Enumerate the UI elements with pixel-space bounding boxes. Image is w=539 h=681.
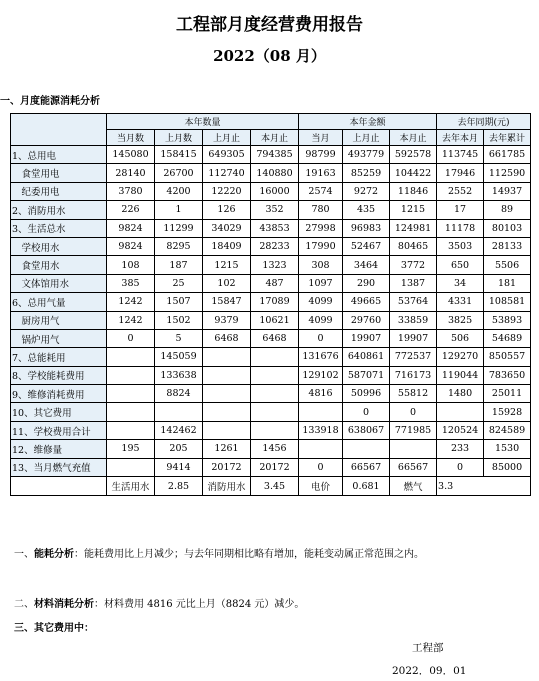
table-cell: 226 — [107, 201, 155, 219]
table-row — [11, 458, 531, 476]
table-cell: 4816 — [299, 385, 343, 403]
table-row — [11, 440, 531, 458]
price-value-cell: 3.45 — [251, 477, 299, 496]
row-label: 文体馆用水 — [11, 274, 107, 292]
table-cell — [251, 348, 299, 366]
table-cell: 108581 — [484, 293, 531, 311]
table-cell: 1215 — [203, 256, 251, 274]
table-cell: 187 — [155, 256, 203, 274]
row-label: 3、生活总水 — [11, 219, 107, 237]
table-cell — [107, 458, 155, 476]
signature-department: 工程部 — [412, 642, 444, 654]
table-cell: 120524 — [437, 421, 484, 439]
table-cell: 27998 — [299, 219, 343, 237]
table-cell: 98799 — [299, 146, 343, 164]
table-cell: 1215 — [390, 201, 437, 219]
table-cell: 4099 — [299, 293, 343, 311]
row-label: 7、总能耗用 — [11, 348, 107, 366]
header-corner-cell — [11, 114, 107, 146]
table-row — [11, 256, 531, 274]
table-cell: 17089 — [251, 293, 299, 311]
row-label: 13、当月燃气充值 — [11, 458, 107, 476]
unit-price-row — [11, 477, 531, 496]
group-header-amount: 本年金额 — [299, 114, 437, 130]
table-cell: 5506 — [484, 256, 531, 274]
table-cell — [299, 440, 343, 458]
table-cell: 108 — [107, 256, 155, 274]
table-cell: 487 — [251, 274, 299, 292]
row-label: 食堂用水 — [11, 256, 107, 274]
group-header-last-year: 去年同期(元) — [437, 114, 531, 130]
table-cell: 1530 — [484, 440, 531, 458]
table-cell: 9414 — [155, 458, 203, 476]
sub-header-cell: 上月止 — [343, 130, 390, 146]
energy-table — [10, 113, 531, 496]
table-cell: 43853 — [251, 219, 299, 237]
energy-analysis-paragraph — [14, 545, 424, 560]
table-row — [11, 201, 531, 219]
table-cell: 17946 — [437, 164, 484, 182]
table-cell: 0 — [107, 329, 155, 347]
table-cell: 15928 — [484, 403, 531, 421]
table-cell — [437, 403, 484, 421]
table-cell: 8824 — [155, 385, 203, 403]
table-cell — [203, 421, 251, 439]
table-cell: 142462 — [155, 421, 203, 439]
table-row — [11, 146, 531, 164]
price-label-cell: 燃气 — [390, 477, 437, 496]
material-analysis-paragraph — [14, 595, 304, 610]
table-cell: 26700 — [155, 164, 203, 182]
report-period: 2022（08 月） — [213, 47, 326, 65]
table-cell: 18409 — [203, 237, 251, 255]
table-cell: 133918 — [299, 421, 343, 439]
table-cell: 9824 — [107, 237, 155, 255]
table-row — [11, 311, 531, 329]
table-cell: 1242 — [107, 311, 155, 329]
table-cell: 126 — [203, 201, 251, 219]
table-cell: 0 — [299, 458, 343, 476]
table-cell: 12220 — [203, 182, 251, 200]
table-cell — [155, 403, 203, 421]
table-cell: 119044 — [437, 366, 484, 384]
table-cell: 783650 — [484, 366, 531, 384]
table-cell: 133638 — [155, 366, 203, 384]
table-cell: 96983 — [343, 219, 390, 237]
table-cell: 104422 — [390, 164, 437, 182]
table-cell: 716173 — [390, 366, 437, 384]
row-label: 食堂用电 — [11, 164, 107, 182]
table-cell: 145059 — [155, 348, 203, 366]
table-cell: 20172 — [203, 458, 251, 476]
table-row — [11, 237, 531, 255]
row-label: 2、消防用水 — [11, 201, 107, 219]
table-cell: 129102 — [299, 366, 343, 384]
table-cell: 649305 — [203, 146, 251, 164]
table-cell: 19907 — [390, 329, 437, 347]
table-cell: 14937 — [484, 182, 531, 200]
table-cell: 1480 — [437, 385, 484, 403]
table-cell: 17990 — [299, 237, 343, 255]
table-cell — [107, 348, 155, 366]
table-cell: 89 — [484, 201, 531, 219]
table-cell: 661785 — [484, 146, 531, 164]
table-cell: 8295 — [155, 237, 203, 255]
table-cell: 53764 — [390, 293, 437, 311]
table-cell: 17 — [437, 201, 484, 219]
table-cell: 4200 — [155, 182, 203, 200]
table-cell: 28233 — [251, 237, 299, 255]
table-cell: 11299 — [155, 219, 203, 237]
table-row — [11, 366, 531, 384]
table-cell — [203, 403, 251, 421]
table-cell — [107, 421, 155, 439]
table-cell: 34029 — [203, 219, 251, 237]
table-row — [11, 182, 531, 200]
table-cell — [251, 366, 299, 384]
table-row — [11, 403, 531, 421]
row-label: 10、其它费用 — [11, 403, 107, 421]
table-cell: 0 — [437, 458, 484, 476]
table-cell — [251, 421, 299, 439]
table-cell — [251, 385, 299, 403]
table-cell: 587071 — [343, 366, 390, 384]
table-cell: 140880 — [251, 164, 299, 182]
table-cell: 195 — [107, 440, 155, 458]
table-cell: 33859 — [390, 311, 437, 329]
row-label: 9、维修消耗费用 — [11, 385, 107, 403]
footer-blank-cell — [11, 477, 107, 496]
table-cell: 650 — [437, 256, 484, 274]
section-energy-heading: 一、月度能源消耗分析 — [0, 96, 100, 107]
table-cell: 49665 — [343, 293, 390, 311]
table-cell: 1097 — [299, 274, 343, 292]
table-cell: 85000 — [484, 458, 531, 476]
sub-header-cell: 当月 — [299, 130, 343, 146]
table-cell: 124981 — [390, 219, 437, 237]
table-cell: 20172 — [251, 458, 299, 476]
signature-date: 2022．09．01 — [392, 665, 467, 677]
price-value-cell: 0.681 — [343, 477, 390, 496]
table-cell: 2552 — [437, 182, 484, 200]
row-label: 1、总用电 — [11, 146, 107, 164]
table-row — [11, 274, 531, 292]
para1-text: ：能耗费用比上月减少；与去年同期相比略有增加，能耗变动属正常范围之内。 — [74, 549, 424, 560]
table-cell: 25011 — [484, 385, 531, 403]
table-cell: 102 — [203, 274, 251, 292]
table-cell: 592578 — [390, 146, 437, 164]
table-cell: 3825 — [437, 311, 484, 329]
table-cell: 506 — [437, 329, 484, 347]
table-cell: 16000 — [251, 182, 299, 200]
table-cell: 29760 — [343, 311, 390, 329]
price-value-cell: 2.85 — [155, 477, 203, 496]
table-cell: 493779 — [343, 146, 390, 164]
table-cell: 385 — [107, 274, 155, 292]
para1-heading: 能耗分析 — [34, 549, 74, 560]
table-cell — [203, 385, 251, 403]
price-label-cell: 生活用水 — [107, 477, 155, 496]
table-cell: 308 — [299, 256, 343, 274]
table-cell: 1261 — [203, 440, 251, 458]
table-cell: 2574 — [299, 182, 343, 200]
table-cell: 6468 — [251, 329, 299, 347]
table-cell — [203, 348, 251, 366]
para1-lead: 一、 — [14, 549, 34, 560]
table-cell: 112740 — [203, 164, 251, 182]
table-cell — [107, 385, 155, 403]
table-cell: 1242 — [107, 293, 155, 311]
row-label: 厨房用气 — [11, 311, 107, 329]
table-cell: 80103 — [484, 219, 531, 237]
table-cell: 4099 — [299, 311, 343, 329]
table-cell: 113745 — [437, 146, 484, 164]
sub-header-cell: 当月数 — [107, 130, 155, 146]
table-cell: 181 — [484, 274, 531, 292]
table-cell: 145080 — [107, 146, 155, 164]
table-cell: 131676 — [299, 348, 343, 366]
table-cell: 158415 — [155, 146, 203, 164]
table-cell: 290 — [343, 274, 390, 292]
table-cell: 1502 — [155, 311, 203, 329]
table-cell: 85259 — [343, 164, 390, 182]
table-cell — [107, 403, 155, 421]
table-row — [11, 293, 531, 311]
table-cell: 435 — [343, 201, 390, 219]
sub-header-cell: 上月止 — [203, 130, 251, 146]
table-cell: 640861 — [343, 348, 390, 366]
row-label: 6、总用气量 — [11, 293, 107, 311]
table-cell — [343, 440, 390, 458]
table-cell: 55812 — [390, 385, 437, 403]
table-cell: 54689 — [484, 329, 531, 347]
price-label-cell: 消防用水 — [203, 477, 251, 496]
table-cell: 780 — [299, 201, 343, 219]
table-cell: 850557 — [484, 348, 531, 366]
table-row — [11, 329, 531, 347]
table-cell — [390, 440, 437, 458]
table-row — [11, 421, 531, 439]
table-cell: 9824 — [107, 219, 155, 237]
row-label: 锅炉用气 — [11, 329, 107, 347]
sub-header-cell: 去年累计 — [484, 130, 531, 146]
para2-lead: 二、 — [14, 599, 34, 610]
table-cell: 771985 — [390, 421, 437, 439]
table-cell: 3464 — [343, 256, 390, 274]
table-cell: 0 — [390, 403, 437, 421]
table-cell — [251, 403, 299, 421]
table-cell: 66567 — [390, 458, 437, 476]
table-cell: 772537 — [390, 348, 437, 366]
sub-header-cell: 去年本月 — [437, 130, 484, 146]
price-value-cell: 3.3 — [437, 477, 531, 496]
table-cell: 28140 — [107, 164, 155, 182]
table-cell: 9379 — [203, 311, 251, 329]
table-cell: 5 — [155, 329, 203, 347]
table-cell: 9272 — [343, 182, 390, 200]
para3-heading: 三、其它费用中： — [14, 623, 94, 634]
table-cell: 233 — [437, 440, 484, 458]
table-cell: 0 — [343, 403, 390, 421]
other-costs-paragraph — [14, 619, 94, 634]
table-row — [11, 385, 531, 403]
table-cell: 3780 — [107, 182, 155, 200]
table-cell — [203, 366, 251, 384]
report-title: 工程部月度经营费用报告 — [176, 15, 363, 35]
table-cell: 66567 — [343, 458, 390, 476]
table-cell: 15847 — [203, 293, 251, 311]
table-cell: 1507 — [155, 293, 203, 311]
sub-header-cell: 本月止 — [390, 130, 437, 146]
table-cell: 50996 — [343, 385, 390, 403]
table-cell: 1 — [155, 201, 203, 219]
table-row — [11, 348, 531, 366]
sub-header-cell: 上月数 — [155, 130, 203, 146]
table-cell: 824589 — [484, 421, 531, 439]
table-group-header-row — [11, 114, 531, 130]
table-cell: 52467 — [343, 237, 390, 255]
table-cell: 1387 — [390, 274, 437, 292]
table-cell: 19907 — [343, 329, 390, 347]
table-cell: 205 — [155, 440, 203, 458]
table-cell: 112590 — [484, 164, 531, 182]
table-cell: 10621 — [251, 311, 299, 329]
table-cell: 0 — [299, 329, 343, 347]
table-cell: 11846 — [390, 182, 437, 200]
table-cell — [299, 403, 343, 421]
group-header-quantity: 本年数量 — [107, 114, 299, 130]
price-label-cell: 电价 — [299, 477, 343, 496]
table-cell: 3503 — [437, 237, 484, 255]
table-cell: 11178 — [437, 219, 484, 237]
table-cell: 80465 — [390, 237, 437, 255]
table-cell: 6468 — [203, 329, 251, 347]
table-cell: 28133 — [484, 237, 531, 255]
row-label: 11、学校费用合计 — [11, 421, 107, 439]
table-cell: 794385 — [251, 146, 299, 164]
table-cell: 3772 — [390, 256, 437, 274]
table-cell: 1323 — [251, 256, 299, 274]
row-label: 纪委用电 — [11, 182, 107, 200]
table-cell: 352 — [251, 201, 299, 219]
table-cell — [107, 366, 155, 384]
row-label: 学校用水 — [11, 237, 107, 255]
table-cell: 1456 — [251, 440, 299, 458]
sub-header-cell: 本月止 — [251, 130, 299, 146]
table-cell: 34 — [437, 274, 484, 292]
table-row — [11, 164, 531, 182]
row-label: 12、维修量 — [11, 440, 107, 458]
para2-text: ：材料费用 4816 元比上月（8824 元）减少。 — [94, 599, 305, 610]
table-cell: 638067 — [343, 421, 390, 439]
para2-heading: 材料消耗分析 — [34, 599, 94, 610]
table-cell: 4331 — [437, 293, 484, 311]
row-label: 8、学校能耗费用 — [11, 366, 107, 384]
table-row — [11, 219, 531, 237]
table-cell: 53893 — [484, 311, 531, 329]
table-cell: 129270 — [437, 348, 484, 366]
table-cell: 25 — [155, 274, 203, 292]
table-cell: 19163 — [299, 164, 343, 182]
